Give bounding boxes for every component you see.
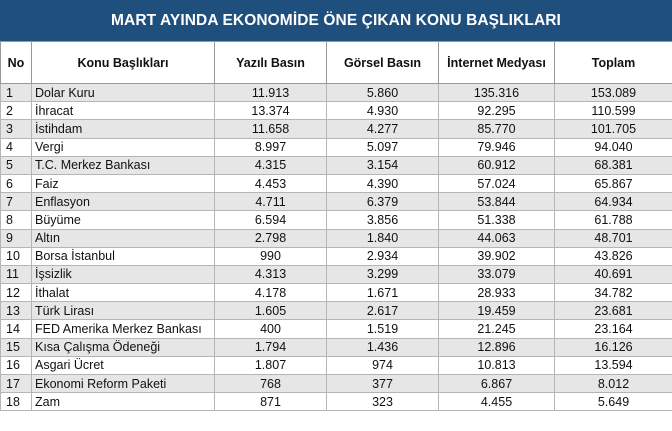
cell-topic: Büyüme	[32, 211, 215, 229]
cell-visual-press: 3.154	[327, 156, 439, 174]
cell-internet-media: 12.896	[439, 338, 555, 356]
cell-internet-media: 57.024	[439, 174, 555, 192]
cell-print-press: 11.913	[215, 84, 327, 102]
cell-total: 64.934	[555, 193, 672, 211]
cell-no: 6	[1, 174, 32, 192]
table-row	[1, 338, 672, 356]
cell-topic: Türk Lirası	[32, 302, 215, 320]
cell-no: 16	[1, 356, 32, 374]
cell-visual-press: 2.617	[327, 302, 439, 320]
cell-visual-press: 1.519	[327, 320, 439, 338]
cell-topic: İhracat	[32, 102, 215, 120]
cell-visual-press: 1.671	[327, 284, 439, 302]
topics-table	[0, 41, 672, 411]
cell-visual-press: 974	[327, 356, 439, 374]
cell-topic: Altın	[32, 229, 215, 247]
table-row	[1, 193, 672, 211]
cell-total: 101.705	[555, 120, 672, 138]
cell-visual-press: 6.379	[327, 193, 439, 211]
cell-visual-press: 5.860	[327, 84, 439, 102]
table-row	[1, 229, 672, 247]
cell-no: 7	[1, 193, 32, 211]
cell-internet-media: 92.295	[439, 102, 555, 120]
cell-visual-press: 4.930	[327, 102, 439, 120]
header-print-press: Yazılı Basın	[215, 42, 327, 84]
table-row	[1, 84, 672, 102]
table-row	[1, 320, 672, 338]
cell-topic: Vergi	[32, 138, 215, 156]
table-row	[1, 393, 672, 411]
cell-print-press: 400	[215, 320, 327, 338]
cell-topic: Faiz	[32, 174, 215, 192]
table-row	[1, 156, 672, 174]
cell-internet-media: 10.813	[439, 356, 555, 374]
cell-topic: İthalat	[32, 284, 215, 302]
header-total: Toplam	[555, 42, 672, 84]
cell-print-press: 1.794	[215, 338, 327, 356]
cell-internet-media: 4.455	[439, 393, 555, 411]
cell-total: 94.040	[555, 138, 672, 156]
cell-print-press: 4.711	[215, 193, 327, 211]
cell-no: 9	[1, 229, 32, 247]
cell-topic: FED Amerika Merkez Bankası	[32, 320, 215, 338]
header-internet-media: İnternet Medyası	[439, 42, 555, 84]
cell-no: 14	[1, 320, 32, 338]
cell-internet-media: 19.459	[439, 302, 555, 320]
cell-no: 17	[1, 375, 32, 393]
cell-topic: Kısa Çalışma Ödeneği	[32, 338, 215, 356]
cell-total: 16.126	[555, 338, 672, 356]
table-row	[1, 174, 672, 192]
cell-print-press: 1.807	[215, 356, 327, 374]
cell-print-press: 871	[215, 393, 327, 411]
cell-internet-media: 85.770	[439, 120, 555, 138]
cell-print-press: 2.798	[215, 229, 327, 247]
cell-visual-press: 5.097	[327, 138, 439, 156]
cell-topic: İstihdam	[32, 120, 215, 138]
table-row	[1, 265, 672, 283]
header-row	[1, 42, 672, 84]
cell-print-press: 990	[215, 247, 327, 265]
cell-internet-media: 79.946	[439, 138, 555, 156]
header-no: No	[1, 42, 32, 84]
cell-internet-media: 6.867	[439, 375, 555, 393]
cell-no: 11	[1, 265, 32, 283]
cell-total: 40.691	[555, 265, 672, 283]
cell-no: 12	[1, 284, 32, 302]
cell-no: 15	[1, 338, 32, 356]
cell-total: 23.164	[555, 320, 672, 338]
cell-internet-media: 51.338	[439, 211, 555, 229]
cell-total: 153.089	[555, 84, 672, 102]
cell-internet-media: 28.933	[439, 284, 555, 302]
cell-topic: Zam	[32, 393, 215, 411]
cell-no: 10	[1, 247, 32, 265]
cell-visual-press: 3.299	[327, 265, 439, 283]
table-row	[1, 356, 672, 374]
cell-total: 43.826	[555, 247, 672, 265]
cell-topic: T.C. Merkez Bankası	[32, 156, 215, 174]
table-row	[1, 284, 672, 302]
table-title: MART AYINDA EKONOMİDE ÖNE ÇIKAN KONU BAŞLIKLARI	[0, 0, 672, 41]
cell-topic: Ekonomi Reform Paketi	[32, 375, 215, 393]
table-row	[1, 138, 672, 156]
table-row	[1, 102, 672, 120]
cell-internet-media: 53.844	[439, 193, 555, 211]
cell-visual-press: 3.856	[327, 211, 439, 229]
cell-no: 13	[1, 302, 32, 320]
cell-print-press: 4.178	[215, 284, 327, 302]
cell-no: 1	[1, 84, 32, 102]
cell-print-press: 6.594	[215, 211, 327, 229]
cell-visual-press: 4.277	[327, 120, 439, 138]
cell-print-press: 13.374	[215, 102, 327, 120]
cell-topic: Asgari Ücret	[32, 356, 215, 374]
cell-total: 65.867	[555, 174, 672, 192]
cell-internet-media: 39.902	[439, 247, 555, 265]
cell-visual-press: 2.934	[327, 247, 439, 265]
header-visual-press: Görsel Basın	[327, 42, 439, 84]
cell-print-press: 4.453	[215, 174, 327, 192]
cell-visual-press: 1.436	[327, 338, 439, 356]
cell-total: 48.701	[555, 229, 672, 247]
table-body	[1, 84, 672, 411]
table-row	[1, 120, 672, 138]
cell-no: 2	[1, 102, 32, 120]
cell-visual-press: 1.840	[327, 229, 439, 247]
cell-print-press: 4.315	[215, 156, 327, 174]
cell-print-press: 768	[215, 375, 327, 393]
cell-total: 68.381	[555, 156, 672, 174]
cell-topic: Enflasyon	[32, 193, 215, 211]
cell-total: 13.594	[555, 356, 672, 374]
cell-internet-media: 60.912	[439, 156, 555, 174]
cell-no: 3	[1, 120, 32, 138]
cell-total: 23.681	[555, 302, 672, 320]
cell-no: 18	[1, 393, 32, 411]
cell-internet-media: 21.245	[439, 320, 555, 338]
table-row	[1, 375, 672, 393]
cell-print-press: 8.997	[215, 138, 327, 156]
cell-internet-media: 33.079	[439, 265, 555, 283]
cell-topic: Borsa İstanbul	[32, 247, 215, 265]
cell-total: 5.649	[555, 393, 672, 411]
cell-visual-press: 323	[327, 393, 439, 411]
table-row	[1, 247, 672, 265]
cell-total: 34.782	[555, 284, 672, 302]
cell-internet-media: 44.063	[439, 229, 555, 247]
cell-no: 5	[1, 156, 32, 174]
cell-total: 8.012	[555, 375, 672, 393]
cell-print-press: 1.605	[215, 302, 327, 320]
cell-print-press: 11.658	[215, 120, 327, 138]
cell-no: 8	[1, 211, 32, 229]
cell-total: 110.599	[555, 102, 672, 120]
table-row	[1, 211, 672, 229]
cell-no: 4	[1, 138, 32, 156]
table-row	[1, 302, 672, 320]
cell-topic: İşsizlik	[32, 265, 215, 283]
cell-internet-media: 135.316	[439, 84, 555, 102]
header-topic: Konu Başlıkları	[32, 42, 215, 84]
cell-total: 61.788	[555, 211, 672, 229]
cell-visual-press: 4.390	[327, 174, 439, 192]
cell-print-press: 4.313	[215, 265, 327, 283]
cell-visual-press: 377	[327, 375, 439, 393]
cell-topic: Dolar Kuru	[32, 84, 215, 102]
